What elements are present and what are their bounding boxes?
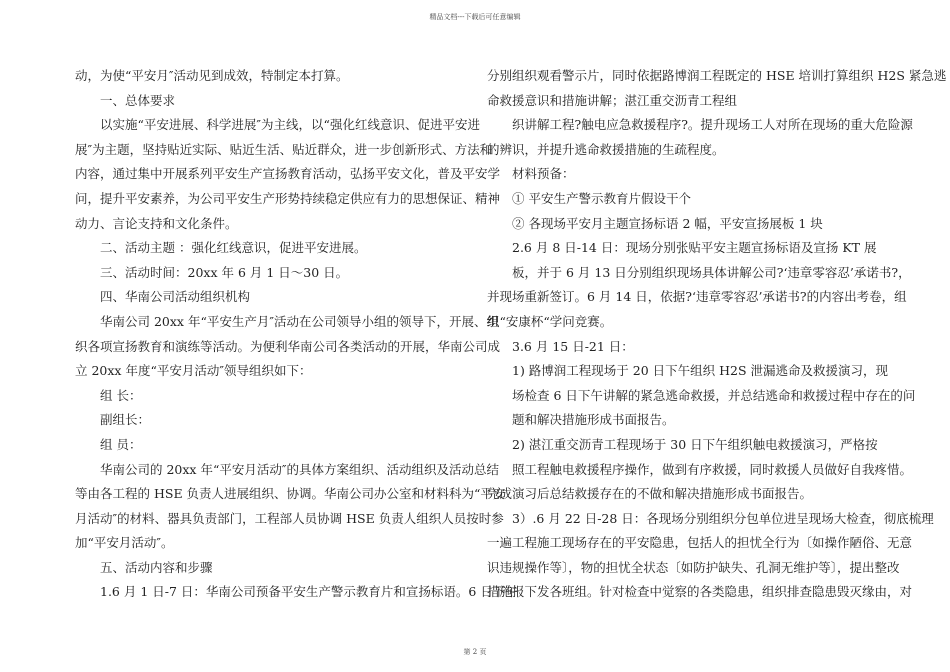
text-line: 五、活动内容和步骤 bbox=[100, 559, 213, 575]
text-line: 织“安康杯“学问竞赛。 bbox=[487, 313, 613, 329]
text-line: 组 长： bbox=[100, 387, 142, 403]
text-line: 3.6 月 15 日-21 日： bbox=[512, 338, 634, 354]
text-line: 一、总体要求 bbox=[100, 92, 176, 108]
text-line: 命救援意识和措施讲解；湛江重交沥青工程组 bbox=[487, 92, 738, 108]
text-line: 四、华南公司活动组织机构 bbox=[100, 289, 251, 305]
text-line: 1.6 月 1 日-7 日：华南公司预备平安生产警示教育片和宣扬标语。6 日下午 bbox=[100, 584, 518, 600]
text-line: 材料预备： bbox=[512, 166, 575, 182]
text-line: 动力、言论支持和文化条件。 bbox=[75, 215, 238, 231]
text-line: 分别组织观看警示片，同时依据路博润工程既定的 HSE 培训打算组织 H2S 紧急逃 bbox=[487, 68, 947, 83]
text-line: 1) 路博润工程现场于 20 日下午组织 H2S 泄漏逃命及救援演习，现 bbox=[512, 363, 889, 379]
text-line: ① 平安生产警示教育片假设干个 bbox=[512, 190, 691, 206]
text-line: 照工程触电救援程序操作，做到有序救援，同时救援人员做好自我疼惜。 bbox=[512, 461, 913, 477]
text-line: 组 员： bbox=[100, 436, 142, 452]
text-line: 织各项宣扬教育和演练等活动。为便利华南公司各类活动的开展，华南公司成 bbox=[75, 338, 501, 354]
text-line: 2) 湛江重交沥青工程现场于 30 日下午组织触电救援演习，严格按 bbox=[512, 436, 878, 452]
text-line: 副组长： bbox=[100, 412, 151, 428]
text-line: 华南公司 20xx 年“平安生产月″活动在公司领导小组的领导下，开展、组 bbox=[100, 313, 500, 329]
text-line: 的辨识，并提升逃命救援措施的生疏程度。 bbox=[487, 141, 725, 157]
text-line: 板，并于 6 月 13 日分别组织现场具体讲解公司?‘违章零容忍’承诺书?， bbox=[512, 264, 911, 280]
text-line: ② 各现场平安月主题宣扬标语 2 幅，平安宣扬展板 1 块 bbox=[512, 215, 823, 231]
text-line: 一遍工程施工现场存在的平安隐患，包括人的担忧全行为〔如操作陋俗、无意 bbox=[487, 535, 913, 551]
text-line: 三、活动时间：20xx 年 6 月 1 日～30 日。 bbox=[100, 264, 349, 280]
text-line: 内容，通过集中开展系列平安生产宣扬教育活动，弘扬平安文化，普及平安学 bbox=[75, 166, 501, 182]
page-number: 第 2 页 bbox=[463, 648, 487, 656]
text-line: 等由各工程的 HSE 负责人进展组织、协调。华南公司办公室和材料科为“平安 bbox=[75, 486, 506, 502]
text-line: 华南公司的 20xx 年“平安月活动″的具体方案组织、活动组织及活动总结 bbox=[100, 461, 500, 477]
text-line: 织讲解工程?触电应急救援程序?。提升现场工人对所在现场的重大危险源 bbox=[512, 117, 913, 133]
text-line: 立 20xx 年度“平安月活动″领导组织如下： bbox=[75, 363, 312, 379]
text-line: 动，为使“平安月″活动见到成效，特制定本打算。 bbox=[75, 68, 349, 83]
right-text-column bbox=[487, 64, 947, 605]
text-line: 2.6 月 8 日-14 日：现场分别张贴平安主题宣扬标语及宣扬 KT 展 bbox=[512, 240, 877, 256]
text-line: 题和解决措施形成书面报告。 bbox=[512, 412, 675, 428]
text-line: 以实施“平安进展、科学进展″为主线，以“强化红线意识、促进平安进 bbox=[100, 117, 480, 133]
text-line: 3）.6 月 22 日-28 日：各现场分别组织分包单位进呈现场大检查，彻底梳理 bbox=[512, 510, 934, 526]
page-header: 精品文档---下载后可任意编辑 bbox=[429, 13, 521, 21]
text-line: 并现场重新签订。6 月 14 日，依据?‘违章零容忍’承诺书?的内容出考卷，组 bbox=[487, 289, 907, 305]
text-line: 完成演习后总结救援存在的不做和解决措施形成书面报告。 bbox=[487, 486, 813, 502]
text-line: 措施报下发各班组。针对检查中觉察的各类隐患，组织排查隐患毁灭缘由，对 bbox=[487, 584, 913, 600]
text-line: 加“平安月活动″。 bbox=[75, 535, 174, 551]
text-line: 展″为主题，坚持贴近实际、贴近生活、贴近群众，进一步创新形式、方法和 bbox=[75, 141, 493, 157]
text-line: 识违规操作等〕，物的担忧全状态〔如防护缺失、孔洞无维护等〕，提出整改 bbox=[487, 559, 900, 575]
text-line: 二、活动主题 ：强化红线意识，促进平安进展。 bbox=[100, 240, 367, 256]
text-line: 月活动″的材料、器具负责部门，工程部人员协调 HSE 负责人组织人员按时参 bbox=[75, 510, 504, 526]
left-text-column bbox=[75, 64, 518, 605]
text-line: 问，提升平安素养，为公司平安生产形势持续稳定供应有力的思想保证、精神 bbox=[75, 190, 501, 206]
text-line: 场检查 6 日下午讲解的紧急逃命救援，并总结逃命和救援过程中存在的问 bbox=[512, 387, 916, 403]
